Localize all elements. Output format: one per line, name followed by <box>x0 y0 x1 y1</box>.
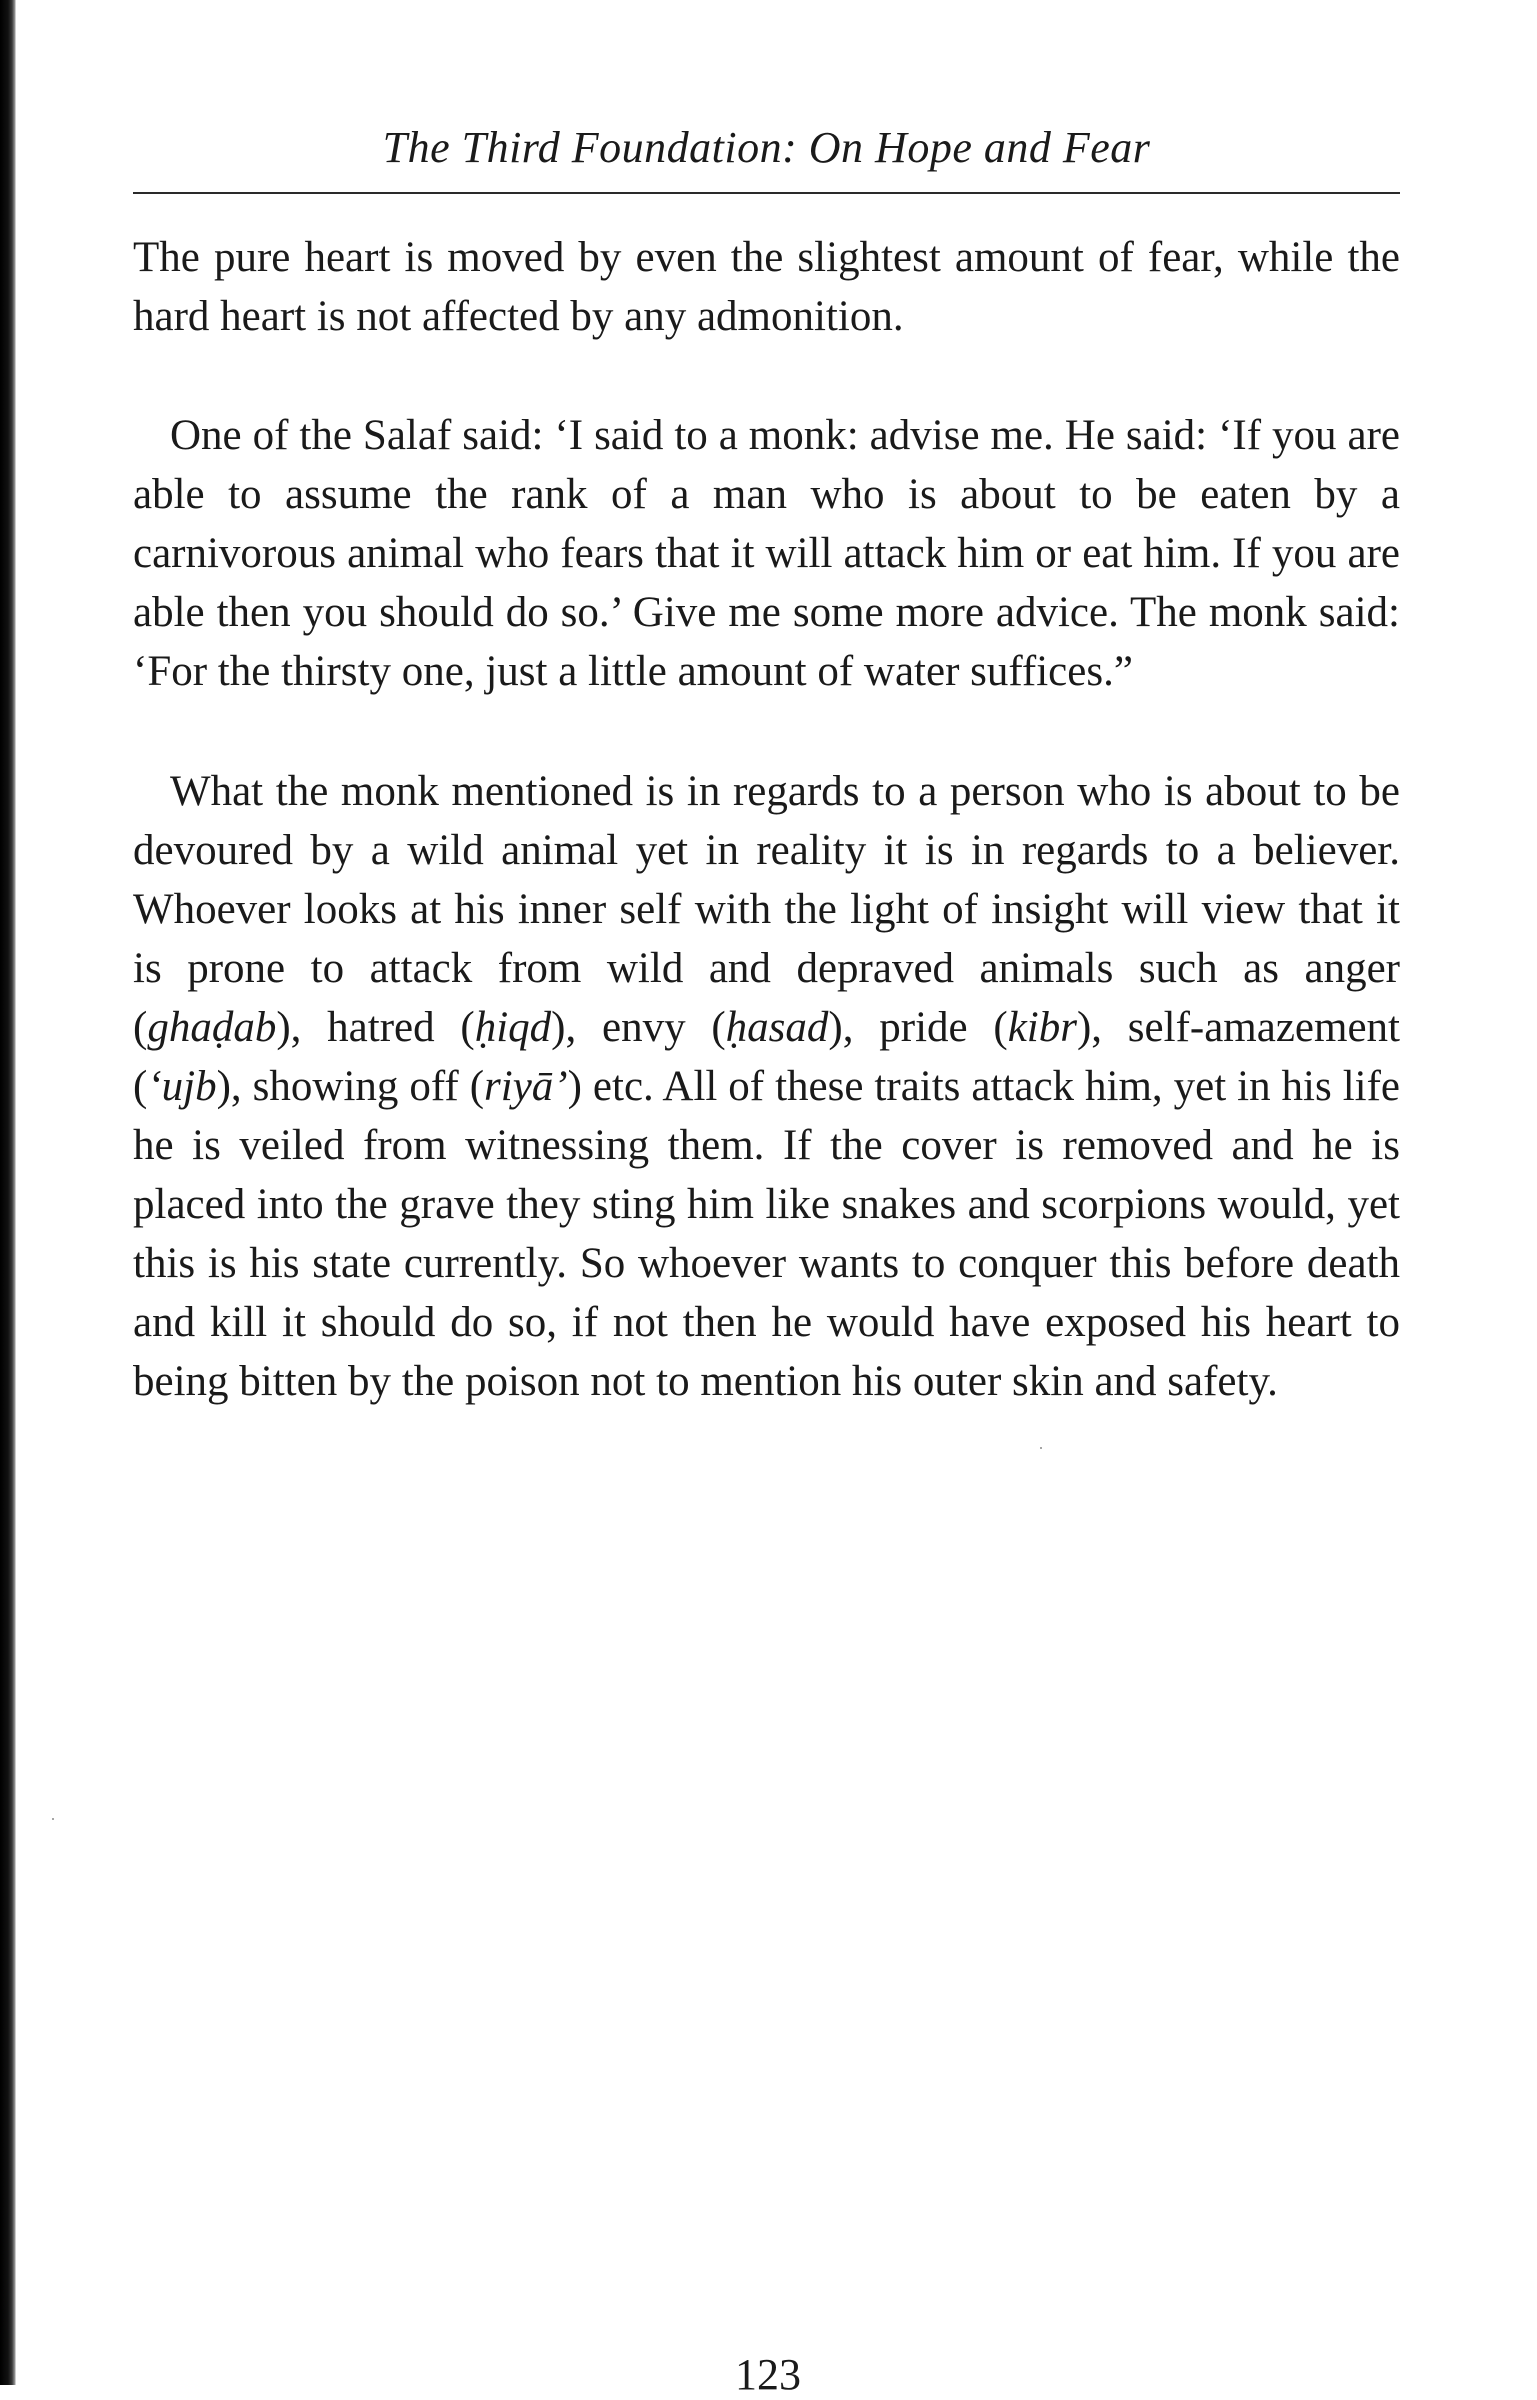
term-hasad: ḥasad <box>725 1004 829 1051</box>
paragraph-2: One of the Salaf said: ‘I said to a monk: advise me. He said: ‘If you are able to assume the rank of a man who is about to be eaten by a carnivorous animal who fears that it will attack him or eat him. If you are able then you should do so.’ Give me some more advice. The monk said: ‘For the thirsty one, just a little amount of water suffices.” <box>133 412 1400 695</box>
paragraph-3-text: What the monk mentioned is in regards to a person who is about to be devoured by a wild animal yet in reality it is in regards to a believer. Whoever looks at his inner self with the light of insight will view that it is prone to attack from wild and depraved animals such as anger ( <box>133 768 1400 1051</box>
paragraph-3 <box>133 762 1400 1411</box>
term-hiqd: ḥiqd <box>474 1004 552 1051</box>
paragraph-3-text: ), envy ( <box>551 1004 726 1051</box>
term-kibr: kibr <box>1007 1004 1077 1051</box>
paragraph-3-text: ), self-amazement ( <box>133 1004 1400 1110</box>
paragraph-3-text: ), pride ( <box>828 1004 1008 1051</box>
page-number: 123 <box>735 2350 801 2399</box>
paragraph-3-text: ), showing off ( <box>216 1063 485 1110</box>
running-header: The Third Foundation: On Hope and Fear <box>382 123 1151 172</box>
scan-speck <box>52 1818 54 1820</box>
paragraph-1: The pure heart is moved by even the slightest amount of fear, while the hard heart is not affected by any admonition. <box>133 234 1400 340</box>
scanned-binding-edge <box>0 0 16 2385</box>
term-ghadab: ghaḍab <box>147 1004 277 1051</box>
scan-speck <box>1040 1447 1042 1449</box>
page-body <box>133 228 1400 1411</box>
term-ujb: ‘ujb <box>147 1063 217 1110</box>
header-rule <box>133 192 1400 194</box>
paragraph-3-text: ) etc. All of these traits attack him, yet in his life he is veiled from witnessing them. If the cover is removed and he is placed into the grave they sting him like snakes and scorpions would, yet this is his state currently. So whoever wants to conquer this before death and kill it should do so, if not then he would have exposed his heart to being bitten by the poison not to mention his outer skin and safety. <box>133 1063 1401 1405</box>
term-riya: riyā’ <box>484 1063 568 1110</box>
paragraph-3-text: ), hatred ( <box>276 1004 475 1051</box>
